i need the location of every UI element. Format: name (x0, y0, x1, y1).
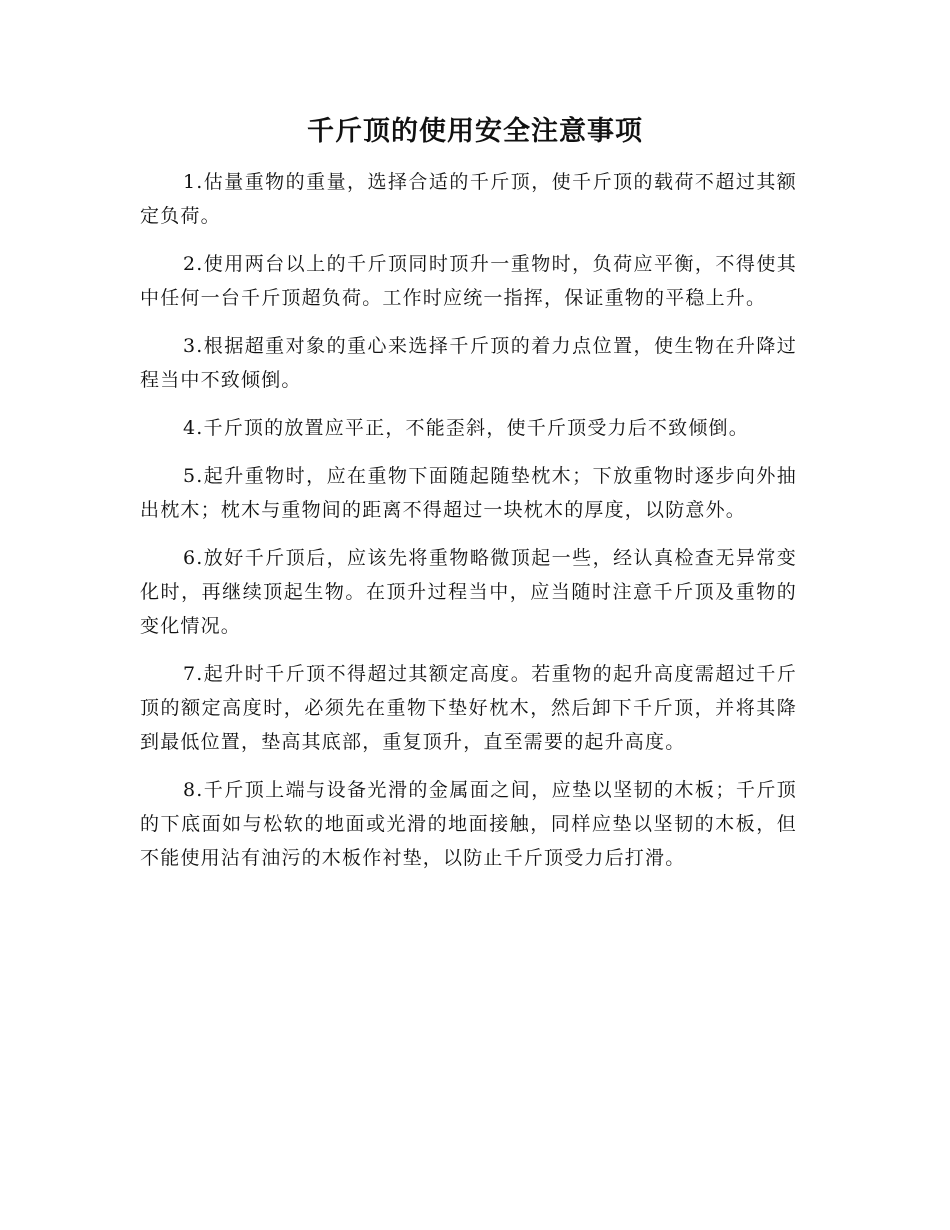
paragraph-8: 8.千斤顶上端与设备光滑的金属面之间，应垫以坚韧的木板；千斤顶的下底面如与松软的地面或光滑的地面接触，同样应垫以坚韧的木板，但不能使用沾有油污的木板作衬垫，以防止千斤顶受力后打滑。 (140, 779, 797, 869)
paragraph-1: 1.估量重物的重量，选择合适的千斤顶，使千斤顶的载荷不超过其额定负荷。 (140, 171, 797, 227)
paragraph-5: 5.起升重物时，应在重物下面随起随垫枕木；下放重物时逐步向外抽出枕木；枕木与重物间的距离不得超过一块枕木的厚度，以防意外。 (140, 465, 797, 521)
document-title: 千斤顶的使用安全注意事项 (307, 116, 643, 147)
paragraph-7: 7.起升时千斤顶不得超过其额定高度。若重物的起升高度需超过千斤顶的额定高度时，必须先在重物下垫好枕木，然后卸下千斤顶，并将其降到最低位置，垫高其底部，重复顶升，直至需要的起升高度。 (140, 663, 797, 753)
paragraph-2: 2.使用两台以上的千斤顶同时顶升一重物时，负荷应平衡，不得使其中任何一台千斤顶超负荷。工作时应统一指挥，保证重物的平稳上升。 (140, 253, 797, 309)
paragraph-4: 4.千斤顶的放置应平正，不能歪斜，使千斤顶受力后不致倾倒。 (183, 417, 749, 439)
document-body (140, 165, 797, 889)
paragraph-6: 6.放好千斤顶后，应该先将重物略微顶起一些，经认真检查无异常变化时，再继续顶起生物。在顶升过程当中，应当随时注意千斤顶及重物的变化情况。 (140, 547, 797, 637)
paragraph-3: 3.根据超重对象的重心来选择千斤顶的着力点位置，使生物在升降过程当中不致倾倒。 (140, 335, 797, 391)
